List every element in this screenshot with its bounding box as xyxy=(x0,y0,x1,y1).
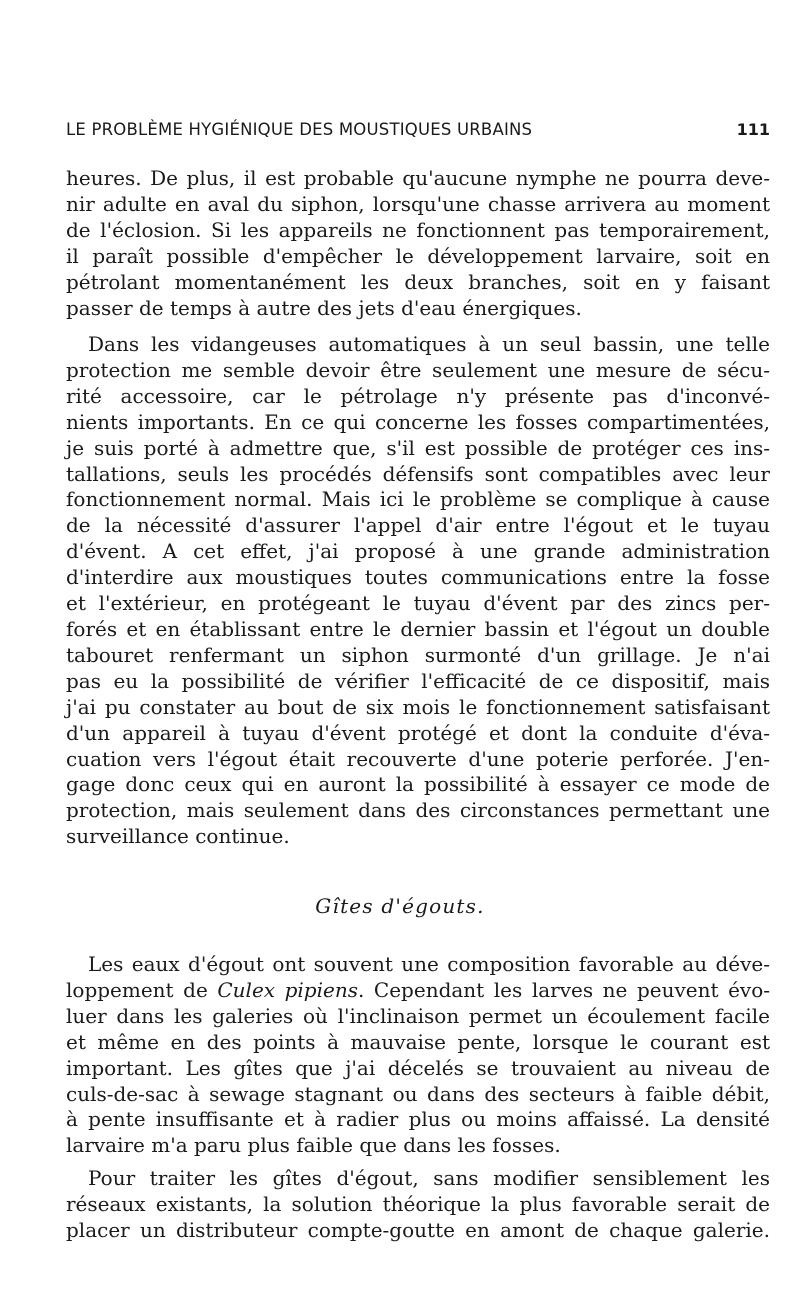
text-line: protection me semble devoir être seulement une mesure de sécu- xyxy=(66,357,770,382)
section-heading: Gîtes d'égouts. xyxy=(315,894,485,918)
text-line: luer dans les galeries où l'inclinaison permet un écoulement facile xyxy=(66,1003,770,1028)
text-line: Les eaux d'égout ont souvent une composition favorable au déve- xyxy=(88,952,770,976)
text-line: rité accessoire, car le pétrolage n'y présente pas d'inconvé- xyxy=(66,383,770,408)
text-line: réseaux existants, la solution théorique la plus favorable serait de xyxy=(66,1191,770,1216)
paragraph-2 xyxy=(66,332,770,850)
text-fragment: . Cependant les larves ne peuvent évo- xyxy=(358,977,771,1002)
text-line: et l'extérieur, en protégeant le tuyau d'évent par des zincs per- xyxy=(66,591,770,616)
text-line: et même en des points à mauvaise pente, lorsque le courant est xyxy=(66,1029,770,1054)
text-line: important. Les gîtes que j'ai décelés se trouvaient au niveau de xyxy=(66,1055,770,1080)
running-header xyxy=(0,120,770,144)
text-line: protection, mais seulement dans des circonstances permettant une xyxy=(66,798,770,823)
text-line: d'un appareil à tuyau d'évent protégé et dont la conduite d'éva- xyxy=(66,720,770,745)
text-fragment: loppement de xyxy=(66,977,208,1002)
text-line: Dans les vidangeuses automatiques à un seul bassin, une telle xyxy=(88,332,770,356)
page-number: 111 xyxy=(736,120,770,139)
running-title: LE PROBLÈME HYGIÉNIQUE DES MOUSTIQUES URBAINS xyxy=(66,120,533,139)
text-line: passer de temps à autre des jets d'eau énergiques. xyxy=(66,295,582,320)
paragraph-3 xyxy=(66,952,770,1159)
text-line: forés et en établissant entre le dernier bassin et l'égout un double xyxy=(66,616,770,641)
text-line: à pente insuffisante et à radier plus ou moins affaissé. La densité xyxy=(66,1107,770,1132)
paragraph-1 xyxy=(66,166,770,321)
text-line: larvaire m'a paru plus faible que dans les fosses. xyxy=(66,1133,561,1158)
text-line: cuation vers l'égout était recouverte d'une poterie perforée. J'en- xyxy=(66,746,770,771)
text-line: d'évent. A cet effet, j'ai proposé à une grande administration xyxy=(66,539,770,564)
text-line: nir adulte en aval du siphon, lorsqu'une chasse arrivera au moment xyxy=(66,191,770,216)
text-line: pas eu la possibilité de vérifier l'efficacité de ce dispositif, mais xyxy=(66,668,770,693)
text-line: d'interdire aux moustiques toutes communications entre la fosse xyxy=(66,565,770,590)
text-line: pétrolant momentanément les deux branches, soit en y faisant xyxy=(66,269,770,294)
text-line: heures. De plus, il est probable qu'aucune nymphe ne pourra deve- xyxy=(66,166,770,190)
text-line: gage donc ceux qui en auront la possibilité à essayer ce mode de xyxy=(66,772,770,797)
text-line: il paraît possible d'empêcher le développement larvaire, soit en xyxy=(66,243,770,268)
text-line: je suis porté à admettre que, s'il est possible de protéger ces ins- xyxy=(66,435,770,460)
text-line: placer un distributeur compte-goutte en amont de chaque galerie. xyxy=(66,1217,770,1242)
text-line: de l'éclosion. Si les appareils ne fonctionnent pas temporairement, xyxy=(66,217,770,242)
text-line: tabouret renfermant un siphon surmonté d'un grillage. Je n'ai xyxy=(66,642,770,667)
text-line: fonctionnement normal. Mais ici le problème se complique à cause xyxy=(66,487,770,512)
text-line: Pour traiter les gîtes d'égout, sans modifier sensiblement les xyxy=(88,1166,770,1190)
text-line: surveillance continue. xyxy=(66,824,290,849)
species-name: Culex pipiens xyxy=(217,977,358,1002)
text-line: tallations, seuls les procédés défensifs sont compatibles avec leur xyxy=(66,461,770,486)
text-line-with-species xyxy=(66,978,770,1004)
paragraph-4 xyxy=(66,1166,770,1244)
text-line: culs-de-sac à sewage stagnant ou dans des secteurs à faible débit, xyxy=(66,1081,770,1106)
text-line: nients importants. En ce qui concerne les fosses compartimentées, xyxy=(66,409,770,434)
text-line: de la nécessité d'assurer l'appel d'air entre l'égout et le tuyau xyxy=(66,513,770,538)
text-line: j'ai pu constater au bout de six mois le fonctionnement satisfaisant xyxy=(66,694,770,719)
